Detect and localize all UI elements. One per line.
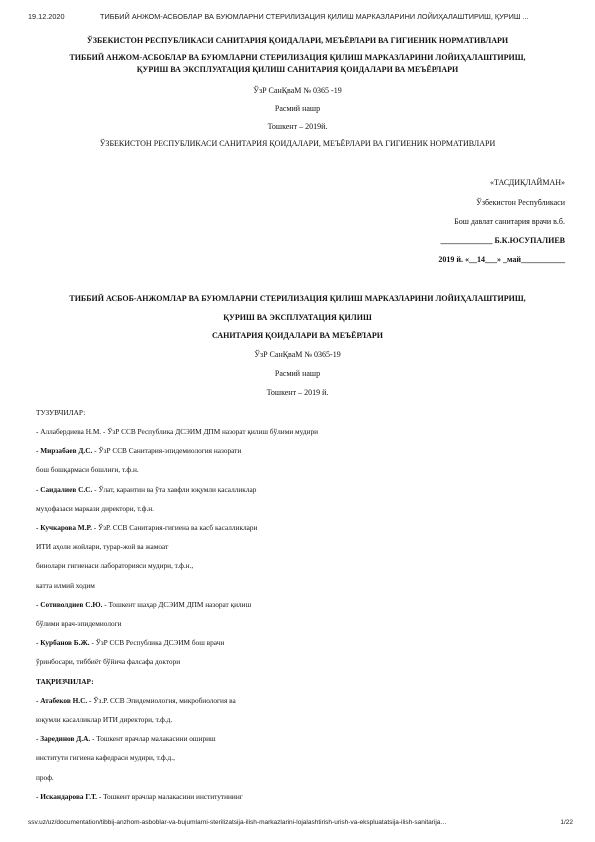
main-edition: Расмий нашр — [274, 369, 321, 378]
standards-line-top: ЎЗБЕКИСТОН РЕСПУБЛИКАСИ САНИТАРИЯ ҚОИДАЛАРИ, МЕЪЁРЛАРИ ВА ГИГИЕНИК НОРМАТИВЛАРИ — [86, 36, 509, 45]
reviewer-line: институти гигиена кафедраси мудири, т.ф.д., — [36, 753, 175, 762]
doc-place: Тошкент – 2019й. — [267, 122, 328, 131]
compiler-line: - Кучкарова М.Р. - ЎзР. ССВ Санитария-гигиена ва касб касалликлари — [36, 523, 258, 532]
page-url[interactable]: ssv.uz/uz/documentation/tibbij-anzhom-asboblar-va-bujumlarni-sterilizatsija-ilish-markazlarini-lojalashtirish-urish-va-ekspluatatsija-ilish-sanitarija… — [28, 819, 447, 826]
main-code: ЎзР СанҚваМ № 0365-19 — [254, 350, 341, 359]
compilers-heading: ТУЗУВЧИЛАР: — [36, 408, 86, 417]
main-title-line-2: ҚУРИШ ВА ЭКСПЛУАТАЦИЯ ҚИЛИШ — [223, 313, 372, 322]
doc-title-line-1: ТИББИЙ АНЖОМ-АСБОБЛАР ВА БУЮМЛАРНИ СТЕРИЛИЗАЦИЯ ҚИЛИШ МАРКАЗЛАРИНИ ЛОЙИҲАЛАШТИРИШ, — [69, 53, 526, 62]
page-footer — [28, 819, 573, 826]
compiler-line: ИТИ аҳоли жойлари, турар-жой ва жамоат — [36, 542, 169, 551]
reviewer-line: юқумли касалликлар ИТИ директори, т.ф.д. — [36, 715, 173, 724]
reviewer-line: проф. — [36, 773, 54, 782]
compiler-line: бош бошқармаси бошлиғи, т.ф.н. — [36, 465, 139, 474]
approval-stamp: «ТАСДИҚЛАЙМАН» — [489, 178, 565, 187]
print-title: ТИББИЙ АНЖОМ-АСБОБЛАР ВА БУЮМЛАРНИ СТЕРИЛИЗАЦИЯ ҚИЛИШ МАРКАЗЛАРИНИ ЛОЙИҲАЛАШТИРИШ, ҚУРИШ ... — [100, 12, 529, 21]
approval-role: Бош давлат санитария врачи в.б. — [454, 217, 565, 226]
reviewer-line: - Атабеков Н.С. - Ўз.Р. ССВ Эпидемиология, микробиология ва — [36, 696, 236, 705]
print-date: 19.12.2020 — [28, 12, 65, 21]
reviewer-line: - Искандарова Г.Т. - Тошкент врачлар малакасини институтининг — [36, 792, 243, 801]
compiler-line: - Мирзабаев Д.С. - ЎзР ССВ Санитария-эпидемиология назорати — [36, 446, 242, 455]
compiler-line: катта илмий ходим — [36, 581, 95, 590]
compiler-line: - Сотиволдиев С.Ю. - Тошкент шаҳар ДСЭИМ ДПМ назорат қилиш — [36, 600, 252, 609]
compiler-line: - Саидалиев С.С. - Ўлат, карантин ва ўта хавфли юқумли касалликлар — [36, 485, 257, 494]
reviewer-line: - Зарединов Д.А. - Тошкент врачлар малакасини ошириш — [36, 734, 216, 743]
standards-line-bottom: ЎЗБЕКИСТОН РЕСПУБЛИКАСИ САНИТАРИЯ ҚОИДАЛАРИ, МЕЪЁРЛАРИ ВА ГИГИЕНИК НОРМАТИВЛАРИ — [99, 139, 496, 148]
doc-edition: Расмий нашр — [274, 104, 321, 113]
compiler-line: - Курбанов Б.Ж. - ЎзР ССВ Республика ДСЭИМ бош врачи — [36, 638, 225, 647]
doc-code: ЎзР СанҚваМ № 0365 -19 — [253, 86, 342, 95]
doc-title-line-2: ҚУРИШ ВА ЭКСПЛУАТАЦИЯ ҚИЛИШ САНИТАРИЯ ҚОИДАЛАРИ ВА МЕЪЁРЛАРИ — [136, 65, 459, 74]
approval-signature: _____________ Б.К.ЮСУПАЛИЕВ — [440, 236, 565, 245]
compiler-line: - Аллабердиева Н.М. - ЎзР ССВ Республика ДСЭИМ ДПМ назорат қилиш бўлими мудири — [36, 427, 319, 436]
approval-republic: Ўзбекистон Республикаси — [476, 198, 565, 207]
page-header — [28, 12, 573, 21]
compiler-line: бинолари гигиенаси лабораторияси мудири, т.ф.н., — [36, 561, 194, 570]
compiler-line: ўринбосари, тиббиёт бўйича фалсафа доктори — [36, 657, 181, 666]
approval-date: 2019 й. «__14___» _май___________ — [438, 255, 565, 264]
reviewers-heading: ТАҚРИЗЧИЛАР: — [36, 677, 94, 686]
main-place: Тошкент – 2019 й. — [266, 388, 329, 397]
compiler-line: муҳофазаси маркази директори, т.ф.н. — [36, 504, 155, 513]
compiler-line: бўлими врач-эпидемиологи — [36, 619, 122, 628]
main-title-line-3: САНИТАРИЯ ҚОИДАЛАРИ ВА МЕЪЁРЛАРИ — [211, 331, 384, 340]
main-title-line-1: ТИББИЙ АСБОБ-АНЖОМЛАР ВА БУЮМЛАРНИ СТЕРИЛИЗАЦИЯ ҚИЛИШ МАРКАЗЛАРИНИ ЛОЙИҲАЛАШТИРИШ, — [69, 294, 526, 303]
page-number: 1/22 — [560, 819, 573, 826]
